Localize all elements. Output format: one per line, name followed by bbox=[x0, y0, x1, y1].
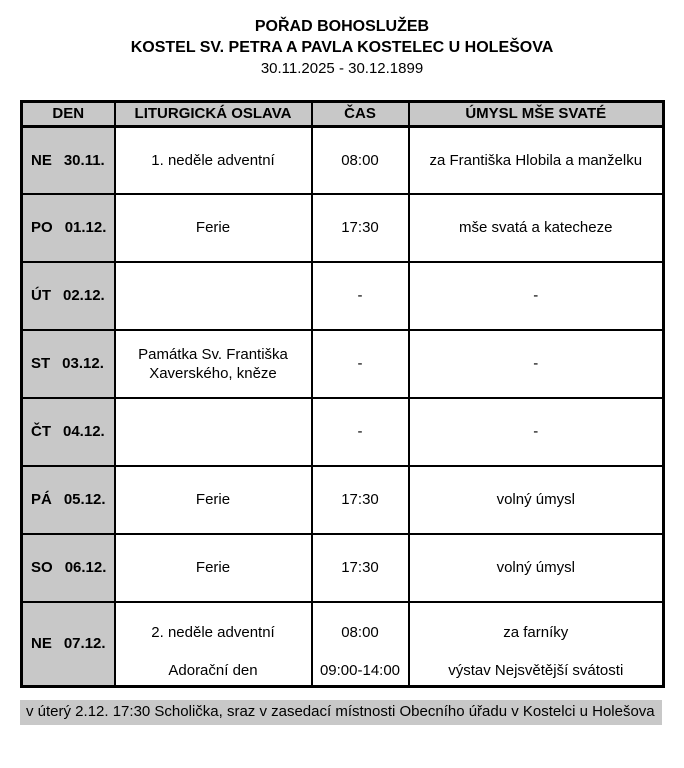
table-row bbox=[22, 262, 664, 330]
liturgy-cell: Ferie bbox=[115, 466, 312, 534]
day-cell bbox=[22, 262, 115, 330]
intention-cell: - bbox=[409, 398, 664, 466]
day-abbrev: PO bbox=[31, 219, 53, 237]
page-subtitle: KOSTEL SV. PETRA A PAVLA KOSTELEC U HOLEŠOVA bbox=[130, 39, 554, 56]
title-block bbox=[0, 16, 684, 79]
time-cell: 17:30 bbox=[312, 194, 409, 262]
intention-cell: za Františka Hlobila a manželku bbox=[409, 126, 664, 194]
day-abbrev: NE bbox=[31, 635, 52, 652]
schedule-table bbox=[20, 100, 665, 688]
footer-note: v úterý 2.12. 17:30 Scholička, sraz v zasedací místnosti Obecního úřadu v Kostelci u Holešova bbox=[20, 700, 662, 725]
day-date: 01.12. bbox=[64, 219, 107, 237]
liturgy-cell bbox=[115, 398, 312, 466]
time-cell: - bbox=[312, 330, 409, 398]
column-header-liturgicka-oslava: LITURGICKÁ OSLAVA bbox=[115, 102, 312, 127]
time-cell-line2: 09:00-14:00 bbox=[319, 662, 401, 680]
schedule-body bbox=[22, 126, 664, 686]
table-row bbox=[22, 398, 664, 466]
day-cell bbox=[22, 194, 115, 262]
liturgy-cell: Ferie bbox=[115, 194, 312, 262]
table-row bbox=[22, 126, 664, 194]
liturgy-cell bbox=[115, 602, 312, 686]
date-range: 30.11.2025 - 30.12.1899 bbox=[260, 60, 424, 77]
day-date: 30.11. bbox=[63, 151, 105, 169]
header-row bbox=[22, 102, 664, 127]
intention-cell: volný úmysl bbox=[409, 466, 664, 534]
time-cell-line1: 08:00 bbox=[341, 623, 379, 641]
time-cell: 17:30 bbox=[312, 534, 409, 602]
intention-cell-line2: výstav Nejsvětější svátosti bbox=[448, 662, 624, 680]
day-date: 04.12. bbox=[63, 423, 105, 441]
column-header-umysl: ÚMYSL MŠE SVATÉ bbox=[409, 102, 664, 127]
time-cell: 08:00 bbox=[312, 126, 409, 194]
table-row bbox=[22, 534, 664, 602]
intention-cell: volný úmysl bbox=[409, 534, 664, 602]
day-abbrev: ÚT bbox=[31, 287, 51, 305]
column-header-den: DEN bbox=[22, 102, 115, 127]
day-abbrev: PÁ bbox=[31, 491, 52, 509]
table-row bbox=[22, 466, 664, 534]
time-cell bbox=[312, 602, 409, 686]
time-cell: - bbox=[312, 398, 409, 466]
table-row bbox=[22, 330, 664, 398]
intention-cell-line1: za farníky bbox=[503, 623, 569, 641]
liturgy-cell-line2: Adorační den bbox=[168, 662, 258, 680]
day-cell bbox=[22, 534, 115, 602]
column-header-cas: ČAS bbox=[312, 102, 409, 127]
intention-cell: - bbox=[409, 330, 664, 398]
day-cell bbox=[22, 330, 115, 398]
day-date: 02.12. bbox=[63, 287, 105, 305]
day-cell bbox=[22, 466, 115, 534]
intention-cell: - bbox=[409, 262, 664, 330]
day-date: 03.12. bbox=[62, 355, 104, 373]
liturgy-cell: Památka Sv. Františka Xaverského, kněze bbox=[115, 330, 312, 398]
intention-cell bbox=[409, 602, 664, 686]
page-title: POŘAD BOHOSLUŽEB bbox=[254, 18, 430, 35]
day-abbrev: SO bbox=[31, 559, 53, 577]
liturgy-cell-line1: 2. neděle adventní bbox=[151, 623, 275, 641]
table-row bbox=[22, 194, 664, 262]
time-cell: 17:30 bbox=[312, 466, 409, 534]
liturgy-cell bbox=[115, 262, 312, 330]
day-date: 07.12. bbox=[63, 635, 106, 652]
day-cell bbox=[22, 602, 115, 686]
table-header bbox=[22, 102, 664, 127]
time-cell: - bbox=[312, 262, 409, 330]
day-cell bbox=[22, 126, 115, 194]
day-date: 06.12. bbox=[64, 559, 107, 577]
liturgy-cell: Ferie bbox=[115, 534, 312, 602]
day-date: 05.12. bbox=[63, 491, 106, 509]
table-row bbox=[22, 602, 664, 686]
day-abbrev: ČT bbox=[31, 423, 51, 441]
day-cell bbox=[22, 398, 115, 466]
liturgy-cell: 1. neděle adventní bbox=[115, 126, 312, 194]
day-abbrev: NE bbox=[31, 151, 52, 169]
day-abbrev: ST bbox=[31, 355, 51, 373]
intention-cell: mše svatá a katecheze bbox=[409, 194, 664, 262]
